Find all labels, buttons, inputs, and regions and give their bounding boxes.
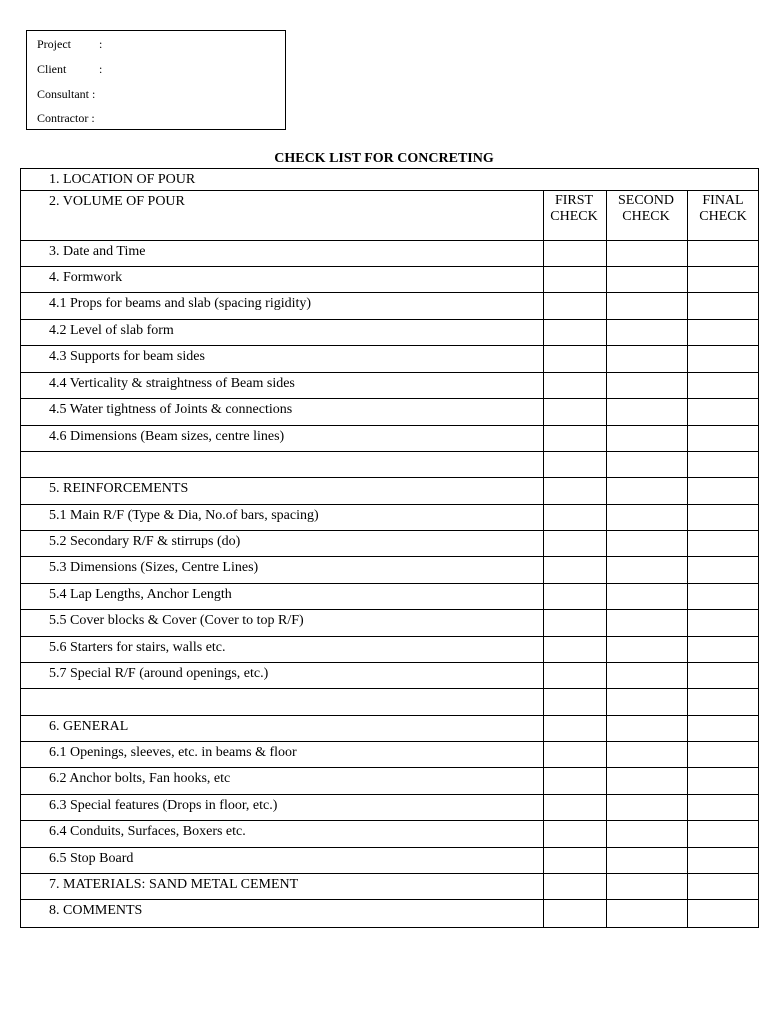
column-header-final-line1: FINAL <box>702 193 744 208</box>
row-divider <box>21 425 758 426</box>
column-header-final-check <box>687 193 759 225</box>
checklist-item-label: 4.2 Level of slab form <box>49 323 174 338</box>
client-row <box>37 62 102 76</box>
row-divider <box>21 715 758 716</box>
row-divider <box>21 451 758 452</box>
row-divider <box>21 504 758 505</box>
checklist-table <box>20 168 759 928</box>
row-divider <box>21 477 758 478</box>
row-divider <box>21 662 758 663</box>
project-info-box <box>26 30 286 130</box>
checklist-item-label: 4.4 Verticality & straightness of Beam sides <box>49 376 295 391</box>
project-label: Project <box>37 37 71 51</box>
checklist-item-label: 2. VOLUME OF POUR <box>49 194 185 209</box>
checklist-item-label: 5.1 Main R/F (Type & Dia, No.of bars, spacing) <box>49 508 319 523</box>
row-divider <box>21 556 758 557</box>
column-divider <box>606 191 607 927</box>
row-divider <box>21 398 758 399</box>
project-separator: : <box>99 37 103 51</box>
contractor-label: Contractor : <box>37 111 95 125</box>
checklist-item-label: 4.5 Water tightness of Joints & connections <box>49 402 293 417</box>
row-divider <box>21 820 758 821</box>
row-divider <box>21 847 758 848</box>
row-divider <box>21 741 758 742</box>
row-divider <box>21 292 758 293</box>
row-divider <box>21 873 758 874</box>
row-divider <box>21 530 758 531</box>
checklist-item-label: 4. Formwork <box>49 270 123 285</box>
row-divider <box>21 609 758 610</box>
column-header-final-line2: CHECK <box>699 209 747 224</box>
checklist-item-label: 4.1 Props for beams and slab (spacing rigidity) <box>49 296 312 311</box>
checklist-item-label: 6.5 Stop Board <box>49 851 134 866</box>
row-divider <box>21 688 758 689</box>
row-divider <box>21 899 758 900</box>
checklist-item-label: 8. COMMENTS <box>49 903 143 918</box>
checklist-item-label: 5.4 Lap Lengths, Anchor Length <box>49 587 232 602</box>
client-label: Client <box>37 62 67 76</box>
column-divider <box>687 191 688 927</box>
checklist-item-label: 5.7 Special R/F (around openings, etc.) <box>49 666 269 681</box>
checklist-item-label: 4.6 Dimensions (Beam sizes, centre lines) <box>49 429 285 444</box>
row-divider <box>21 190 758 191</box>
checklist-item-label: 6.3 Special features (Drops in floor, etc.) <box>49 798 278 813</box>
project-row <box>37 37 102 51</box>
contractor-row <box>37 111 95 125</box>
row-divider <box>21 240 758 241</box>
row-divider <box>21 767 758 768</box>
column-header-first-line1: FIRST <box>554 193 594 208</box>
client-separator: : <box>99 62 103 76</box>
page-title: CHECK LIST FOR CONCRETING <box>274 151 494 166</box>
column-divider <box>543 191 544 927</box>
checklist-item-label: 6.2 Anchor bolts, Fan hooks, etc <box>49 771 231 786</box>
row-divider <box>21 583 758 584</box>
consultant-row <box>37 87 95 101</box>
row-divider <box>21 319 758 320</box>
checklist-item-label: 3. Date and Time <box>49 244 146 259</box>
checklist-item-label: 5.2 Secondary R/F & stirrups (do) <box>49 534 241 549</box>
column-header-second-line2: CHECK <box>622 209 670 224</box>
checklist-item-label: 5.6 Starters for stairs, walls etc. <box>49 640 226 655</box>
consultant-label: Consultant : <box>37 87 96 101</box>
column-header-first-line2: CHECK <box>550 209 598 224</box>
column-header-second-check <box>606 193 686 225</box>
row-divider <box>21 345 758 346</box>
checklist-item-label: 5.5 Cover blocks & Cover (Cover to top R/F) <box>49 613 304 628</box>
column-header-first-check <box>543 193 605 225</box>
checklist-item-label: 6.4 Conduits, Surfaces, Boxers etc. <box>49 824 246 839</box>
checklist-item-label: 5.3 Dimensions (Sizes, Centre Lines) <box>49 560 259 575</box>
column-header-second-line1: SECOND <box>617 193 674 208</box>
checklist-item-label: 5. REINFORCEMENTS <box>49 481 189 496</box>
row-divider <box>21 636 758 637</box>
checklist-item-label: 7. MATERIALS: SAND METAL CEMENT <box>49 877 299 892</box>
checklist-item-label: 4.3 Supports for beam sides <box>49 349 205 364</box>
row-divider <box>21 372 758 373</box>
checklist-item-label: 6.1 Openings, sleeves, etc. in beams & floor <box>49 745 297 760</box>
checklist-item-label: 6. GENERAL <box>49 719 129 734</box>
checklist-item-label: 1. LOCATION OF POUR <box>49 172 196 187</box>
row-divider <box>21 266 758 267</box>
row-divider <box>21 794 758 795</box>
